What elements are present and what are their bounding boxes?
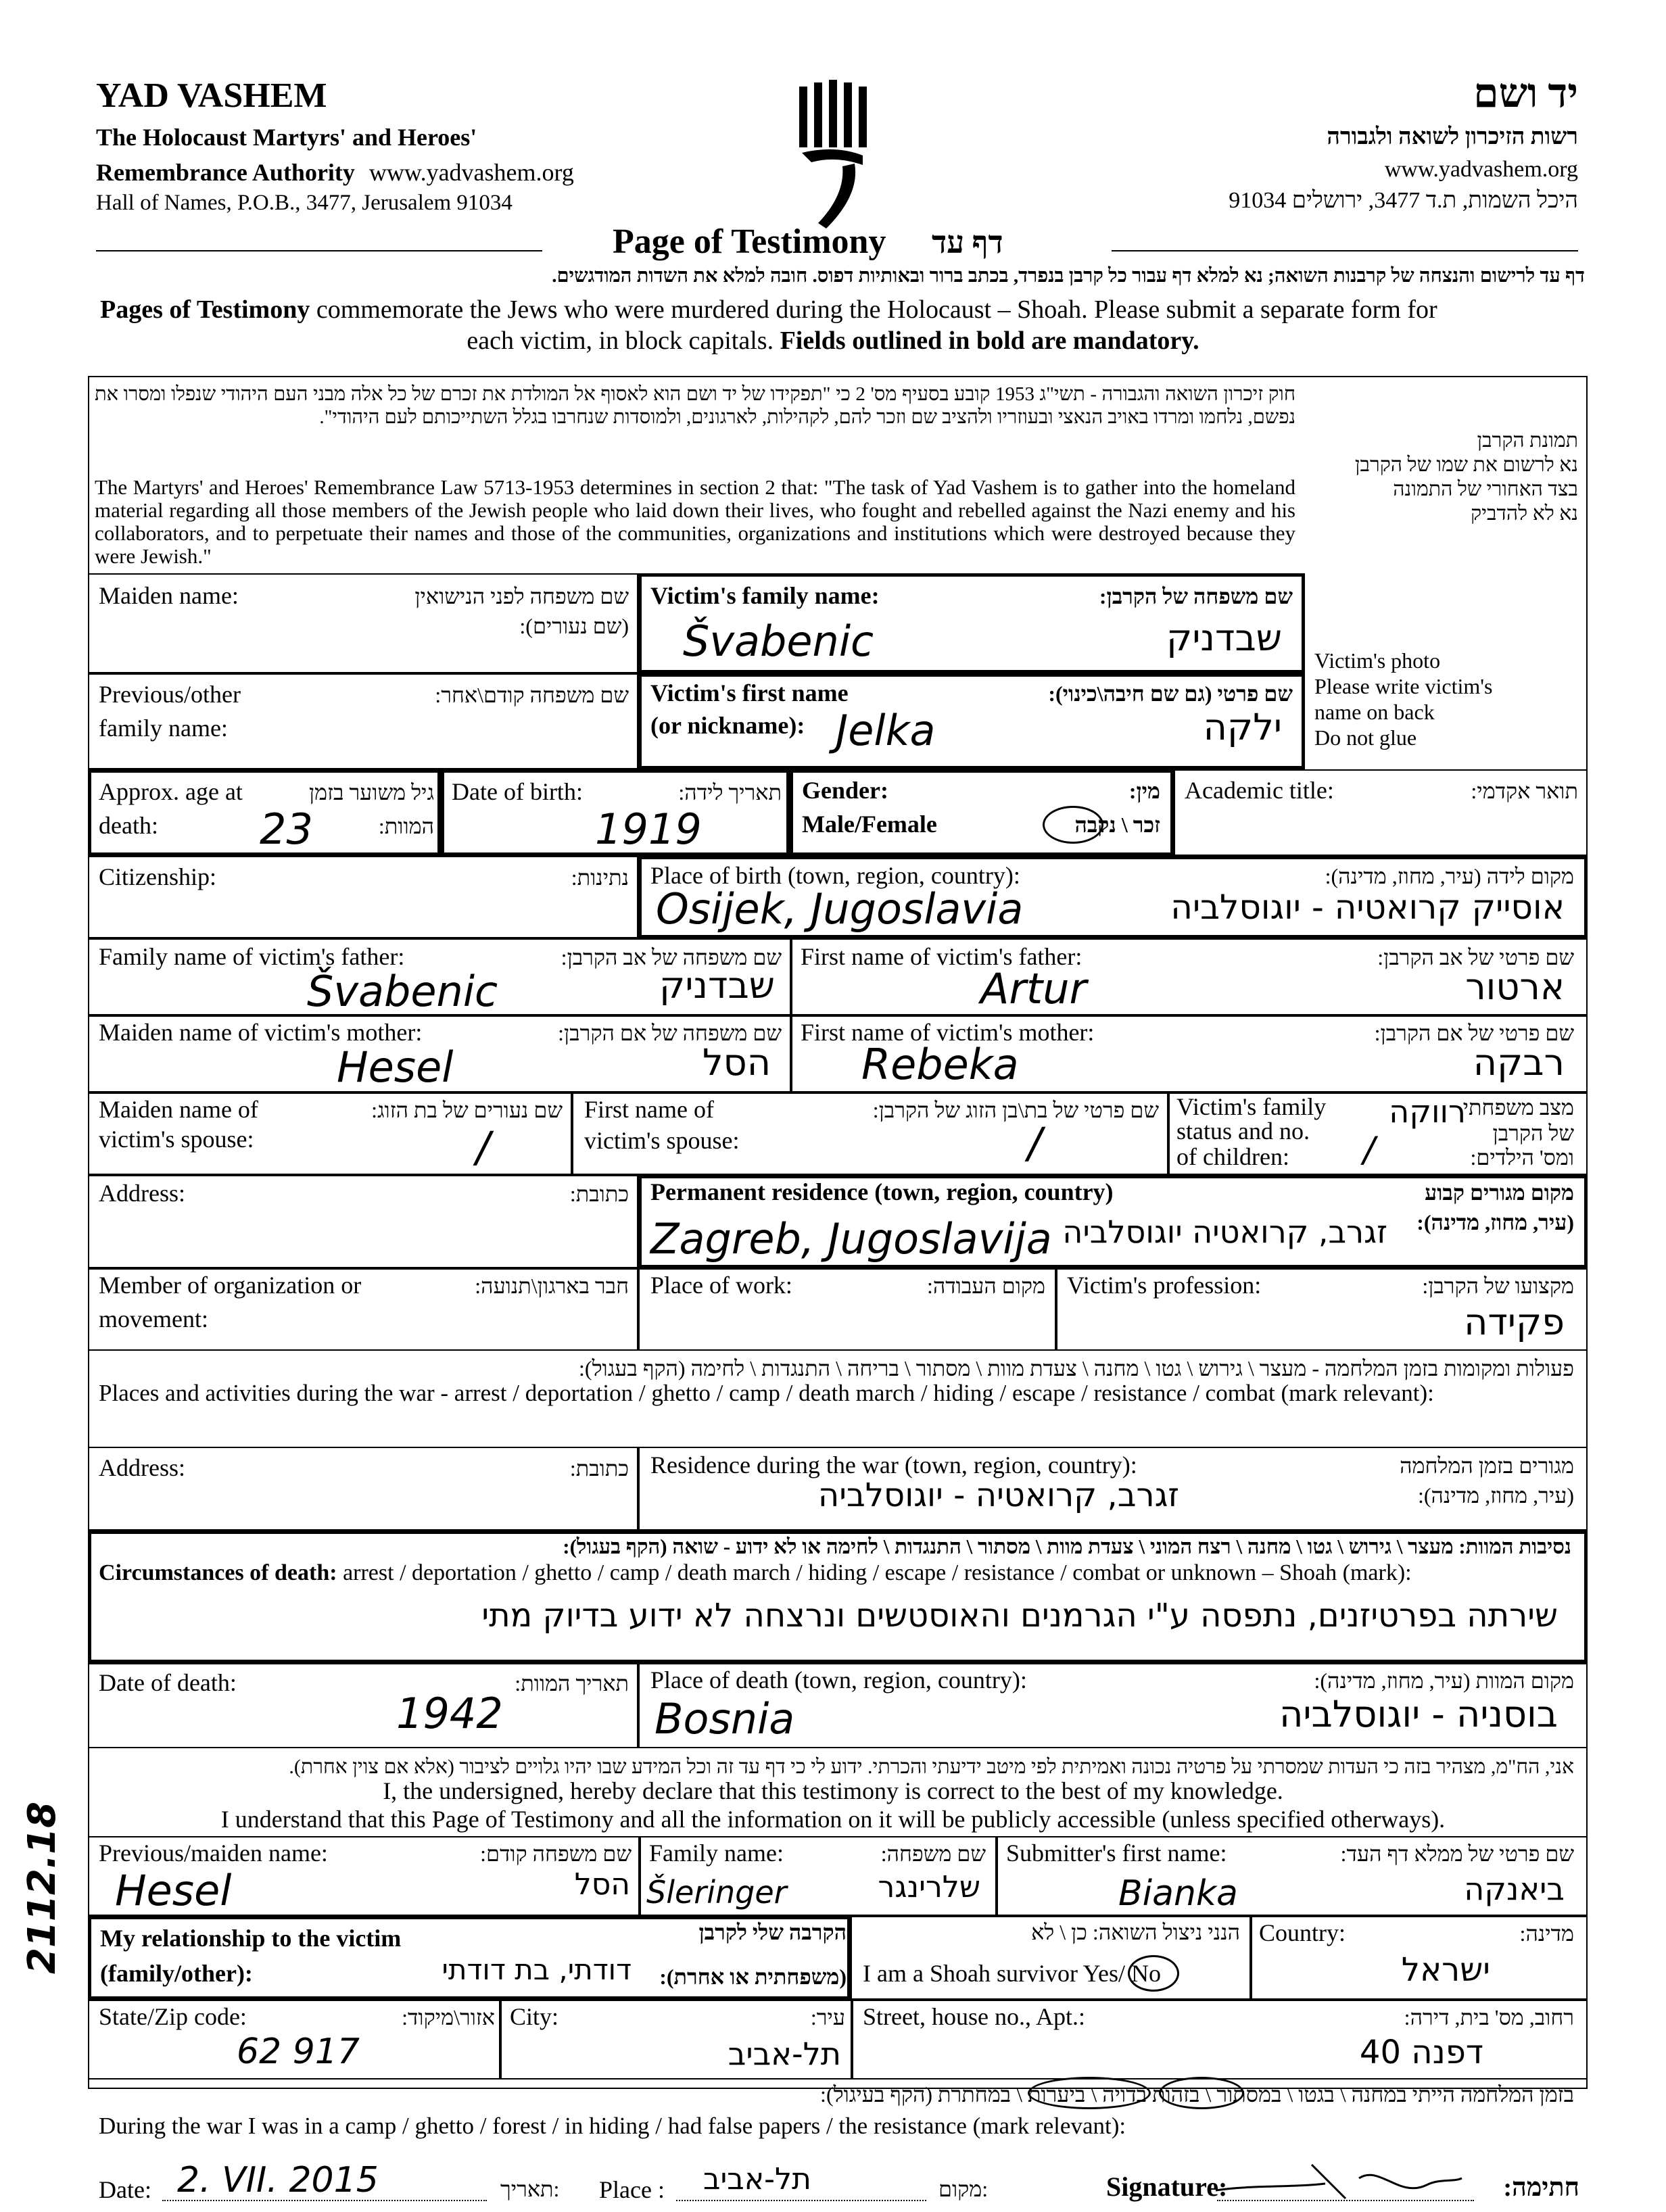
mother-maiden-label: Maiden name of victim's mother: bbox=[99, 1019, 423, 1046]
maiden-name-he: שם משפחה לפני הנישואין bbox=[414, 584, 629, 608]
zip-he: אזור\מיקוד: bbox=[402, 2005, 495, 2029]
residence-he-2: (עיר, מחוז, מדינה): bbox=[1417, 1210, 1574, 1234]
spouse-first-value[interactable]: / bbox=[1028, 1118, 1042, 1168]
first-name-he: שם פרטי (גם שם חיבה\כינוי): bbox=[1048, 681, 1293, 706]
page-title: Page of Testimony bbox=[613, 222, 886, 261]
relationship-value-he[interactable]: דודתי, בת דודתי bbox=[442, 1953, 632, 1986]
citizenship-label: Citizenship: bbox=[99, 863, 216, 890]
father-first-value[interactable]: Artur bbox=[980, 964, 1087, 1013]
city-he: עיר: bbox=[810, 2005, 845, 2029]
photo-instructions-en-3: name on back bbox=[1314, 700, 1435, 724]
dob-he: תאריך לידה: bbox=[678, 780, 782, 804]
submitter-first-label: Submitter's first name: bbox=[1006, 1840, 1227, 1867]
academic-he: תואר אקדמי: bbox=[1471, 779, 1578, 803]
submitter-first-value[interactable]: Bianka bbox=[1118, 1873, 1238, 1914]
photo-instructions-he-4: נא לא להדביק bbox=[1471, 502, 1578, 525]
address-he: היכל השמות, ת.ד 3477, ירושלים 91034 bbox=[1229, 188, 1578, 213]
war-residence-label: Residence during the war (town, region, country): bbox=[650, 1451, 1137, 1478]
photo-instructions-en-1: Victim's photo bbox=[1314, 648, 1441, 673]
circumstances-value-he[interactable]: שירתה בפרטיזנים, נתפסה ע"י הגרמנים והאוסטשים ונרצחה לא ידוע בדיוק מתי bbox=[481, 1597, 1558, 1635]
submitter-first-he: שם פרטי של ממלא דף העד: bbox=[1340, 1842, 1574, 1866]
authority-name: Remembrance Authority bbox=[96, 159, 355, 186]
spouse-maiden-he: שם נעורים של בת הזוג: bbox=[371, 1098, 563, 1122]
pod-value-he[interactable]: בוסניה - יוגוסלביה bbox=[1279, 1693, 1558, 1735]
zip-value[interactable]: 62 917 bbox=[237, 2031, 360, 2072]
spouse-first-he: שם פרטי של בת\בן הזוג של הקרבן: bbox=[872, 1098, 1159, 1122]
place-value-he[interactable]: תל-אביב bbox=[703, 2162, 811, 2196]
mother-first-value-he[interactable]: רבקה bbox=[1473, 1041, 1565, 1084]
family-status-label: Victim's family bbox=[1176, 1093, 1327, 1120]
family-status-label-3: of children: bbox=[1176, 1143, 1289, 1170]
residence-value[interactable]: Zagreb, Jugoslavija bbox=[650, 1214, 1052, 1264]
relationship-label: My relationship to the victim bbox=[100, 1925, 402, 1952]
maiden-name-label: Maiden name: bbox=[99, 582, 239, 609]
pob-he: מקום לידה (עיר, מחוז, מדינה): bbox=[1325, 864, 1574, 888]
photo-instructions-en-2: Please write victim's bbox=[1314, 674, 1493, 698]
activities-label: Places and activities during the war - arrest / deportation / ghetto / camp / death march / hiding / escape / resistance / combat (mark relevant): bbox=[99, 1380, 1434, 1406]
website-link[interactable]: www.yadvashem.org bbox=[368, 159, 574, 186]
pob-value[interactable]: Osijek, Jugoslavia bbox=[656, 884, 1024, 934]
family-status-value[interactable]: / bbox=[1363, 1130, 1375, 1170]
authority-he: רשות הזיכרון לשואה ולגבורה bbox=[1327, 124, 1578, 149]
intro-text: commemorate the Jews who were murdered during the Holocaust – Shoah. Please submit a separate form for bbox=[310, 295, 1437, 324]
organization-label-2: movement: bbox=[99, 1305, 208, 1332]
dod-label: Date of death: bbox=[99, 1669, 237, 1696]
mother-first-label: First name of victim's mother: bbox=[801, 1019, 1095, 1046]
family-status-he: מצב משפחתי bbox=[1462, 1095, 1574, 1120]
page-title-he: דף עד bbox=[932, 225, 1003, 260]
mother-first-he: שם פרטי של אם הקרבן: bbox=[1374, 1021, 1574, 1045]
declaration-he: אני, הח"מ, מצהיר בזה כי העדות שמסרתי על פרטיה נכונה ואמיתית לפי מיטב ידיעתי והכרתי. ידוע לי כי דף עד זה וכל המידע שבו יהיו גלויים לציבור (אלא אם צוין אחרת). bbox=[289, 1756, 1574, 1778]
residence-label: Permanent residence (town, region, country) bbox=[650, 1178, 1114, 1205]
org-name-he: יד ושם bbox=[1473, 71, 1578, 116]
submitter-prev-maiden-he: שם משפחה קודם: bbox=[480, 1842, 632, 1866]
address-en: Hall of Names, P.O.B., 3477, Jerusalem 91034 bbox=[96, 191, 513, 215]
family-name-he: שם משפחה של הקרבן: bbox=[1099, 584, 1293, 608]
war-address-label: Address: bbox=[99, 1454, 185, 1481]
address-label: Address: bbox=[99, 1180, 185, 1207]
org-name-en: YAD VASHEM bbox=[96, 76, 327, 115]
submitter-family-value-he[interactable]: שלרינגר bbox=[878, 1870, 980, 1904]
pod-he: מקום המוות (עיר, מחוז, מדינה): bbox=[1314, 1668, 1574, 1693]
circumstances-label: Circumstances of death: bbox=[99, 1560, 337, 1585]
father-first-he: שם פרטי של אב הקרבן: bbox=[1377, 945, 1574, 969]
submitter-first-value-he[interactable]: ביאנקה bbox=[1464, 1871, 1565, 1907]
father-first-value-he[interactable]: ארטור bbox=[1465, 965, 1565, 1008]
gender-female-circle bbox=[1043, 806, 1103, 844]
profession-he: מקצועו של הקרבן: bbox=[1422, 1274, 1574, 1298]
activities-he: פעולות ומקומות בזמן המלחמה - מעצר \ גירוש \ גטו \ מחנה \ צעדת מוות \ מסתור \ בריחה \ התנגדות \ לחימה (הקף בעגול): bbox=[579, 1356, 1574, 1380]
place-label: Place : bbox=[599, 2176, 665, 2203]
photo-instructions-he-3: בצד האחורי של התמונה bbox=[1393, 478, 1578, 500]
age-he: גיל משוער בזמן bbox=[308, 780, 434, 804]
intro-en-line-2 bbox=[0, 326, 1666, 356]
date-line bbox=[162, 2200, 487, 2201]
pod-value[interactable]: Bosnia bbox=[654, 1694, 795, 1744]
photo-instructions-he-1: תמונת הקרבן bbox=[1477, 429, 1578, 452]
circumstances-label-line bbox=[99, 1559, 1412, 1587]
yad-vashem-logo-icon bbox=[795, 80, 875, 234]
age-value[interactable]: 23 bbox=[260, 804, 313, 854]
family-name-value[interactable]: Švabenic bbox=[683, 617, 874, 666]
prev-family-he: שם משפחה קודם\אחר: bbox=[435, 683, 629, 707]
pod-label: Place of death (town, region, country): bbox=[650, 1666, 1027, 1693]
maiden-name-he2: (שם נעורים): bbox=[519, 614, 629, 638]
pob-label: Place of birth (town, region, country): bbox=[650, 862, 1020, 889]
age-label-2: death: bbox=[99, 812, 158, 839]
war-false-papers-circle bbox=[1028, 2077, 1151, 2109]
war-address-he: כתובת: bbox=[569, 1456, 629, 1481]
signature-he: חתימה: bbox=[1503, 2173, 1579, 2202]
first-name-value[interactable]: Jelka bbox=[836, 706, 936, 755]
street-label: Street, house no., Apt.: bbox=[863, 2003, 1085, 2030]
survivor-yes-circle bbox=[1128, 1955, 1179, 1992]
spouse-first-label-2: victim's spouse: bbox=[584, 1127, 740, 1154]
first-name-label-2: (or nickname): bbox=[650, 712, 805, 739]
title-rule-left bbox=[96, 250, 542, 251]
street-he: רחוב, מס' בית, דירה: bbox=[1404, 2005, 1574, 2029]
mother-maiden-value-he[interactable]: הסל bbox=[702, 1041, 771, 1084]
gender-label: Gender: bbox=[802, 777, 888, 804]
city-value-he[interactable]: תל-אביב bbox=[728, 2036, 841, 2072]
spouse-maiden-label-2: victim's spouse: bbox=[99, 1126, 254, 1153]
intro-mandatory: Fields outlined in bold are mandatory. bbox=[780, 327, 1199, 355]
family-status-label-2: status and no. bbox=[1176, 1117, 1310, 1145]
photo-instructions-en-4: Do not glue bbox=[1314, 725, 1417, 750]
family-name-value-he[interactable]: שבדניק bbox=[1166, 617, 1282, 659]
relationship-label-2: (family/other): bbox=[100, 1960, 253, 1987]
father-first-label: First name of victim's father: bbox=[801, 943, 1082, 970]
mother-first-value[interactable]: Rebeka bbox=[861, 1040, 1019, 1089]
family-status-value-he[interactable]: רווקה bbox=[1389, 1093, 1466, 1130]
father-family-value[interactable]: Švabenic bbox=[307, 967, 498, 1016]
mother-maiden-he: שם משפחה של אם הקרבן: bbox=[558, 1021, 782, 1045]
dob-label: Date of birth: bbox=[452, 778, 583, 805]
zip-label: State/Zip code: bbox=[99, 2003, 247, 2030]
title-rule-right bbox=[1112, 250, 1578, 251]
war-residence-he: מגורים בזמן המלחמה bbox=[1400, 1453, 1574, 1478]
submitter-family-he: שם משפחה: bbox=[880, 1842, 986, 1866]
pob-value-he[interactable]: אוסייק קרואטיה - יוגוסלביה bbox=[1170, 888, 1565, 927]
submitter-family-value[interactable]: Šleringer bbox=[646, 1874, 787, 1910]
first-name-value-he[interactable]: ילקה bbox=[1203, 706, 1282, 748]
family-status-he-2: של הקרבן bbox=[1492, 1121, 1574, 1145]
city-label: City: bbox=[510, 2003, 559, 2030]
family-name-label: Victim's family name: bbox=[650, 582, 880, 609]
law-text-he: חוק זיכרון השואה והגבורה - תשי"ג 1953 קובע בסעיף מס' 2 כי "תפקידו של יד ושם הוא לאסוף אל המולדת את זכרם של כל אלה מבני העם היהודי שנפלו ומסרו את נפשם, נלחמו ומרדו באויב הנאצי ובעוזריו ולהציב שם וזכר להם, לקהילות, לארגונים, ולמוסדות שנחרבו בגלל השתייכותם לעם היהודי". bbox=[95, 383, 1295, 428]
submitter-family-label: Family name: bbox=[649, 1840, 784, 1867]
father-family-value-he[interactable]: שבדניק bbox=[659, 964, 775, 1007]
residence-value-he[interactable]: זגרב, קרואטיה יוגוסלביה bbox=[1062, 1213, 1387, 1250]
first-name-label: Victim's first name bbox=[650, 679, 849, 706]
submitter-prev-maiden-value[interactable]: Hesel bbox=[115, 1866, 232, 1915]
intro-bold: Pages of Testimony bbox=[100, 295, 310, 324]
citizenship-he: נתינות: bbox=[571, 865, 629, 890]
street-value-he[interactable]: דפנה 40 bbox=[1359, 2034, 1483, 2071]
authority-line-2 bbox=[96, 158, 574, 187]
survivor-he: הנני ניצול השואה: כן \ לא bbox=[1031, 1920, 1240, 1944]
academic-label: Academic title: bbox=[1185, 777, 1334, 804]
profession-label: Victim's profession: bbox=[1067, 1272, 1262, 1299]
war-hiding-circle bbox=[1159, 2077, 1244, 2109]
submitter-war-label: During the war I was in a camp / ghetto / forest / in hiding / had false papers / the resistance (mark relevant): bbox=[99, 2113, 1126, 2139]
work-place-label: Place of work: bbox=[650, 1272, 792, 1299]
country-he: מדינה: bbox=[1519, 1921, 1574, 1946]
margin-note: 2112.18 bbox=[20, 1801, 64, 1974]
mother-maiden-value[interactable]: Hesel bbox=[337, 1042, 454, 1092]
country-value-he[interactable]: ישראל bbox=[1401, 1951, 1490, 1989]
spouse-maiden-value[interactable]: / bbox=[476, 1122, 490, 1172]
age-he-2: המוות: bbox=[378, 814, 434, 838]
place-he: מקום: bbox=[938, 2177, 989, 2201]
dod-he: תאריך המוות: bbox=[515, 1671, 629, 1696]
authority-line-1: The Holocaust Martyrs' and Heroes' bbox=[96, 124, 477, 151]
war-residence-he-2: (עיר, מחוז, מדינה): bbox=[1418, 1483, 1574, 1508]
dob-value[interactable]: 1919 bbox=[595, 804, 702, 854]
spouse-maiden-label: Maiden name of bbox=[99, 1096, 258, 1123]
organization-label: Member of organization or bbox=[99, 1272, 362, 1299]
spouse-first-label: First name of bbox=[584, 1096, 714, 1123]
relationship-he: הקרבה שלי לקרבן bbox=[698, 1920, 847, 1944]
website-he[interactable]: www.yadvashem.org bbox=[1384, 157, 1578, 182]
age-label: Approx. age at bbox=[99, 778, 243, 805]
place-line bbox=[676, 2200, 926, 2201]
gender-he-2: זכר \ נקבה bbox=[1074, 813, 1160, 837]
submitter-prev-maiden-label: Previous/maiden name: bbox=[99, 1840, 328, 1867]
date-he: תאריך: bbox=[500, 2177, 560, 2201]
survivor-label: I am a Shoah survivor Yes/ No bbox=[863, 1960, 1161, 1987]
declaration-en-1: I, the undersigned, hereby declare that this testimony is correct to the best of my knowledge. bbox=[383, 1777, 1283, 1804]
prev-family-label-2: family name: bbox=[99, 715, 228, 742]
relationship-he-2: (משפחתית או אחרת): bbox=[659, 1965, 847, 1989]
organization-he: חבר בארגון\תנועה: bbox=[475, 1274, 629, 1298]
prev-family-label: Previous/other bbox=[99, 681, 241, 708]
declaration-en-2: I understand that this Page of Testimony and all the information on it will be publicly accessible (unless specified otherways). bbox=[220, 1806, 1446, 1833]
intro-en-line-1 bbox=[100, 295, 1437, 324]
gender-label-2: Male/Female bbox=[802, 811, 937, 838]
signature-label: Signature: bbox=[1106, 2171, 1228, 2202]
profession-value-he[interactable]: פקידה bbox=[1464, 1301, 1565, 1343]
submitter-prev-maiden-value-he[interactable]: הסל bbox=[574, 1867, 630, 1902]
family-status-he-3: ומס' הילדים: bbox=[1470, 1145, 1574, 1170]
address-he: כתובת: bbox=[569, 1182, 629, 1206]
war-residence-value-he[interactable]: זגרב, קרואטיה - יוגוסלביה bbox=[817, 1476, 1179, 1514]
law-text-en: The Martyrs' and Heroes' Remembrance Law 5713-1953 determines in section 2 that: "The task of Yad Vashem is to gather into the homeland material regarding all those members of the Jewish people who laid down their lives, who fought and rebelled against the Nazi enemy and his collaborators, and to perpetuate their names and those of the communities, organizations and institutions which were destroyed because they were Jewish." bbox=[95, 475, 1295, 568]
date-value[interactable]: 2. VII. 2015 bbox=[177, 2160, 379, 2201]
photo-instructions-he-2: נא לרשום את שמו של הקרבן bbox=[1354, 454, 1578, 476]
intro-text-2: each victim, in block capitals. bbox=[467, 327, 780, 355]
residence-he: מקום מגורים קבוע bbox=[1425, 1180, 1574, 1205]
work-place-he: מקום העבודה: bbox=[926, 1274, 1045, 1298]
signature-scribble-icon bbox=[1210, 2158, 1467, 2207]
father-family-he: שם משפחה של אב הקרבן: bbox=[561, 945, 782, 969]
date-label: Date: bbox=[99, 2176, 151, 2203]
country-label: Country: bbox=[1259, 1919, 1346, 1946]
intro-he: דף עד לרישום והנצחה של קרבנות השואה; נא למלא דף עבור כל קרבן בנפרד, בכתב ברור ובאותיות דפוס. חובה למלא את השדות המודגשים. bbox=[552, 265, 1585, 287]
dod-value[interactable]: 1942 bbox=[396, 1689, 503, 1738]
gender-he: מין: bbox=[1128, 779, 1160, 803]
submitter-war-he: בזמן המלחמה הייתי במחנה \ בגטו \ במסתור \ בזהות בדויה \ ביערות \ במחתרת (הקף בעיגול): bbox=[820, 2082, 1574, 2107]
circumstances-he: נסיבות המוות: מעצר \ גירוש \ גטו \ מחנה \ רצח המוני \ צעדת מוות \ מסתור \ התנגדות \ לחימה או לא ידוע - שואה (הקף בעגול): bbox=[563, 1535, 1571, 1558]
father-family-label: Family name of victim's father: bbox=[99, 943, 405, 970]
circumstances-options: arrest / deportation / ghetto / camp / death march / hiding / escape / resistance / combat or unknown – Shoah (mark): bbox=[337, 1560, 1412, 1585]
